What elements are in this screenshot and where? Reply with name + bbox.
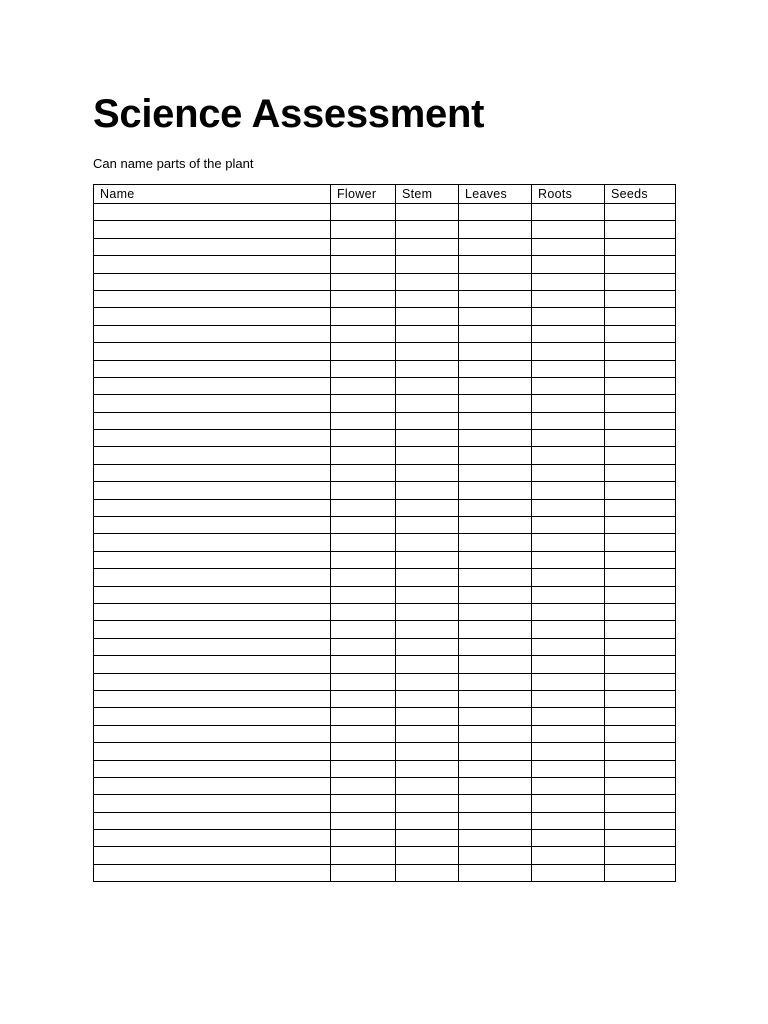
table-cell-stem[interactable] — [396, 221, 459, 238]
table-cell-stem[interactable] — [396, 256, 459, 273]
table-cell-roots[interactable] — [532, 430, 605, 447]
table-cell-flower[interactable] — [331, 551, 396, 568]
table-row — [94, 482, 676, 499]
table-cell-stem[interactable] — [396, 621, 459, 638]
table-cell-flower[interactable] — [331, 430, 396, 447]
table-row — [94, 430, 676, 447]
table-row — [94, 517, 676, 534]
table-cell-stem[interactable] — [396, 377, 459, 394]
table-cell-flower[interactable] — [331, 586, 396, 603]
table-cell-stem[interactable] — [396, 725, 459, 742]
table-cell-stem[interactable] — [396, 204, 459, 221]
table-cell-flower[interactable] — [331, 464, 396, 481]
table-cell-seeds[interactable] — [605, 638, 676, 655]
table-cell-stem[interactable] — [396, 864, 459, 881]
page-title: Science Assessment — [93, 92, 485, 136]
table-cell-leaves[interactable] — [459, 690, 532, 707]
table-cell-stem[interactable] — [396, 360, 459, 377]
table-cell-stem[interactable] — [396, 290, 459, 307]
table-cell-flower[interactable] — [331, 743, 396, 760]
table-cell-roots[interactable] — [532, 551, 605, 568]
column-header-seeds: Seeds — [605, 185, 676, 204]
table-row — [94, 534, 676, 551]
table-cell-flower[interactable] — [331, 325, 396, 342]
table-cell-leaves[interactable] — [459, 430, 532, 447]
table-cell-roots[interactable] — [532, 377, 605, 394]
table-row — [94, 603, 676, 620]
table-cell-name[interactable] — [94, 517, 331, 534]
table-row — [94, 360, 676, 377]
table-cell-roots[interactable] — [532, 308, 605, 325]
table-cell-stem[interactable] — [396, 430, 459, 447]
table-cell-stem[interactable] — [396, 534, 459, 551]
table-cell-seeds[interactable] — [605, 499, 676, 516]
table-cell-seeds[interactable] — [605, 273, 676, 290]
table-cell-name[interactable] — [94, 204, 331, 221]
table-cell-name[interactable] — [94, 830, 331, 847]
table-row — [94, 621, 676, 638]
assessment-table — [93, 184, 676, 882]
column-header-flower: Flower — [331, 185, 396, 204]
table-cell-seeds[interactable] — [605, 238, 676, 255]
table-cell-roots[interactable] — [532, 743, 605, 760]
table-cell-leaves[interactable] — [459, 638, 532, 655]
table-cell-stem[interactable] — [396, 325, 459, 342]
table-cell-leaves[interactable] — [459, 673, 532, 690]
table-cell-seeds[interactable] — [605, 673, 676, 690]
table-cell-flower[interactable] — [331, 412, 396, 429]
table-cell-flower[interactable] — [331, 708, 396, 725]
table-cell-roots[interactable] — [532, 360, 605, 377]
table-cell-roots[interactable] — [532, 621, 605, 638]
table-cell-leaves[interactable] — [459, 621, 532, 638]
table-cell-flower[interactable] — [331, 308, 396, 325]
table-cell-flower[interactable] — [331, 830, 396, 847]
table-cell-name[interactable] — [94, 482, 331, 499]
table-cell-stem[interactable] — [396, 343, 459, 360]
table-cell-flower[interactable] — [331, 864, 396, 881]
table-cell-stem[interactable] — [396, 847, 459, 864]
table-cell-seeds[interactable] — [605, 586, 676, 603]
table-cell-leaves[interactable] — [459, 656, 532, 673]
table-cell-leaves[interactable] — [459, 795, 532, 812]
table-cell-leaves[interactable] — [459, 725, 532, 742]
table-cell-roots[interactable] — [532, 204, 605, 221]
table-cell-roots[interactable] — [532, 795, 605, 812]
table-cell-flower[interactable] — [331, 221, 396, 238]
table-row — [94, 725, 676, 742]
table-cell-stem[interactable] — [396, 308, 459, 325]
table-row — [94, 290, 676, 307]
table-cell-seeds[interactable] — [605, 395, 676, 412]
table-cell-leaves[interactable] — [459, 708, 532, 725]
table-cell-leaves[interactable] — [459, 343, 532, 360]
table-cell-seeds[interactable] — [605, 621, 676, 638]
table-cell-name[interactable] — [94, 325, 331, 342]
table-cell-roots[interactable] — [532, 221, 605, 238]
table-cell-flower[interactable] — [331, 238, 396, 255]
table-cell-roots[interactable] — [532, 325, 605, 342]
table-row — [94, 708, 676, 725]
table-cell-seeds[interactable] — [605, 690, 676, 707]
table-cell-stem[interactable] — [396, 517, 459, 534]
table-cell-seeds[interactable] — [605, 603, 676, 620]
table-row — [94, 673, 676, 690]
table-cell-name[interactable] — [94, 360, 331, 377]
table-row — [94, 325, 676, 342]
table-row — [94, 847, 676, 864]
table-cell-flower[interactable] — [331, 812, 396, 829]
column-header-roots: Roots — [532, 185, 605, 204]
table-cell-seeds[interactable] — [605, 725, 676, 742]
table-row — [94, 830, 676, 847]
table-cell-name[interactable] — [94, 812, 331, 829]
table-cell-roots[interactable] — [532, 534, 605, 551]
table-cell-leaves[interactable] — [459, 482, 532, 499]
table-row — [94, 256, 676, 273]
table-cell-name[interactable] — [94, 760, 331, 777]
table-cell-leaves[interactable] — [459, 290, 532, 307]
table-row — [94, 760, 676, 777]
table-cell-roots[interactable] — [532, 447, 605, 464]
table-cell-stem[interactable] — [396, 760, 459, 777]
table-cell-flower[interactable] — [331, 343, 396, 360]
table-cell-stem[interactable] — [396, 447, 459, 464]
table-cell-flower[interactable] — [331, 290, 396, 307]
table-cell-leaves[interactable] — [459, 777, 532, 794]
table-cell-leaves[interactable] — [459, 864, 532, 881]
table-row — [94, 273, 676, 290]
table-cell-name[interactable] — [94, 621, 331, 638]
table-cell-stem[interactable] — [396, 273, 459, 290]
table-cell-seeds[interactable] — [605, 447, 676, 464]
table-cell-leaves[interactable] — [459, 569, 532, 586]
page-subtitle: Can name parts of the plant — [93, 156, 254, 171]
table-cell-flower[interactable] — [331, 603, 396, 620]
table-cell-leaves[interactable] — [459, 760, 532, 777]
table-cell-flower[interactable] — [331, 690, 396, 707]
table-row — [94, 238, 676, 255]
table-row — [94, 551, 676, 568]
table-cell-flower[interactable] — [331, 656, 396, 673]
table-row — [94, 795, 676, 812]
table-cell-stem[interactable] — [396, 569, 459, 586]
table-cell-roots[interactable] — [532, 290, 605, 307]
table-cell-name[interactable] — [94, 290, 331, 307]
table-row — [94, 499, 676, 516]
table-cell-flower[interactable] — [331, 204, 396, 221]
table-cell-roots[interactable] — [532, 343, 605, 360]
table-cell-flower[interactable] — [331, 777, 396, 794]
column-header-name: Name — [94, 185, 331, 204]
table-cell-seeds[interactable] — [605, 864, 676, 881]
table-cell-roots[interactable] — [532, 273, 605, 290]
table-cell-stem[interactable] — [396, 551, 459, 568]
table-cell-stem[interactable] — [396, 708, 459, 725]
table-cell-name[interactable] — [94, 221, 331, 238]
table-cell-name[interactable] — [94, 603, 331, 620]
table-cell-flower[interactable] — [331, 360, 396, 377]
table-cell-seeds[interactable] — [605, 343, 676, 360]
table-cell-roots[interactable] — [532, 708, 605, 725]
table-cell-flower[interactable] — [331, 638, 396, 655]
table-cell-roots[interactable] — [532, 412, 605, 429]
table-cell-leaves[interactable] — [459, 812, 532, 829]
table-cell-roots[interactable] — [532, 830, 605, 847]
table-row — [94, 569, 676, 586]
table-cell-name[interactable] — [94, 864, 331, 881]
table-cell-seeds[interactable] — [605, 795, 676, 812]
table-cell-name[interactable] — [94, 412, 331, 429]
table-cell-roots[interactable] — [532, 603, 605, 620]
table-cell-seeds[interactable] — [605, 412, 676, 429]
table-row — [94, 743, 676, 760]
table-cell-stem[interactable] — [396, 812, 459, 829]
table-cell-flower[interactable] — [331, 482, 396, 499]
table-cell-flower[interactable] — [331, 621, 396, 638]
table-cell-stem[interactable] — [396, 499, 459, 516]
table-cell-name[interactable] — [94, 795, 331, 812]
table-row — [94, 343, 676, 360]
table-cell-leaves[interactable] — [459, 603, 532, 620]
table-cell-seeds[interactable] — [605, 256, 676, 273]
table-cell-leaves[interactable] — [459, 586, 532, 603]
table-cell-stem[interactable] — [396, 690, 459, 707]
table-cell-leaves[interactable] — [459, 308, 532, 325]
table-cell-leaves[interactable] — [459, 204, 532, 221]
table-cell-name[interactable] — [94, 708, 331, 725]
table-cell-roots[interactable] — [532, 586, 605, 603]
table-cell-leaves[interactable] — [459, 830, 532, 847]
table-row — [94, 864, 676, 881]
table-row — [94, 690, 676, 707]
table-row — [94, 777, 676, 794]
table-cell-roots[interactable] — [532, 638, 605, 655]
table-cell-stem[interactable] — [396, 464, 459, 481]
table-cell-seeds[interactable] — [605, 325, 676, 342]
table-cell-leaves[interactable] — [459, 534, 532, 551]
table-cell-name[interactable] — [94, 464, 331, 481]
table-cell-stem[interactable] — [396, 638, 459, 655]
column-header-leaves: Leaves — [459, 185, 532, 204]
table-cell-roots[interactable] — [532, 760, 605, 777]
table-cell-leaves[interactable] — [459, 238, 532, 255]
table-row — [94, 377, 676, 394]
table-cell-seeds[interactable] — [605, 812, 676, 829]
table-row — [94, 412, 676, 429]
table-cell-flower[interactable] — [331, 377, 396, 394]
table-row — [94, 656, 676, 673]
table-cell-stem[interactable] — [396, 412, 459, 429]
table-cell-leaves[interactable] — [459, 256, 532, 273]
table-cell-name[interactable] — [94, 551, 331, 568]
table-cell-seeds[interactable] — [605, 377, 676, 394]
table-cell-seeds[interactable] — [605, 708, 676, 725]
table-row — [94, 395, 676, 412]
table-cell-stem[interactable] — [396, 603, 459, 620]
table-cell-roots[interactable] — [532, 569, 605, 586]
table-cell-roots[interactable] — [532, 847, 605, 864]
table-cell-flower[interactable] — [331, 273, 396, 290]
table-cell-leaves[interactable] — [459, 447, 532, 464]
table-header-row — [94, 185, 676, 204]
table-cell-roots[interactable] — [532, 812, 605, 829]
table-cell-seeds[interactable] — [605, 517, 676, 534]
table-cell-name[interactable] — [94, 534, 331, 551]
table-cell-seeds[interactable] — [605, 534, 676, 551]
table-cell-roots[interactable] — [532, 656, 605, 673]
table-cell-seeds[interactable] — [605, 221, 676, 238]
table-row — [94, 586, 676, 603]
table-cell-flower[interactable] — [331, 499, 396, 516]
table-cell-flower[interactable] — [331, 847, 396, 864]
table-row — [94, 308, 676, 325]
table-cell-name[interactable] — [94, 238, 331, 255]
table-cell-leaves[interactable] — [459, 360, 532, 377]
table-row — [94, 464, 676, 481]
table-cell-stem[interactable] — [396, 656, 459, 673]
table-cell-seeds[interactable] — [605, 360, 676, 377]
table-cell-seeds[interactable] — [605, 464, 676, 481]
table-cell-name[interactable] — [94, 343, 331, 360]
table-cell-flower[interactable] — [331, 447, 396, 464]
table-cell-stem[interactable] — [396, 673, 459, 690]
table-row — [94, 812, 676, 829]
table-cell-roots[interactable] — [532, 673, 605, 690]
table-cell-name[interactable] — [94, 656, 331, 673]
table-row — [94, 221, 676, 238]
table-cell-seeds[interactable] — [605, 847, 676, 864]
table-cell-name[interactable] — [94, 273, 331, 290]
table-cell-seeds[interactable] — [605, 430, 676, 447]
table-cell-roots[interactable] — [532, 482, 605, 499]
table-cell-name[interactable] — [94, 673, 331, 690]
table-cell-flower[interactable] — [331, 760, 396, 777]
table-cell-roots[interactable] — [532, 690, 605, 707]
table-cell-stem[interactable] — [396, 830, 459, 847]
table-cell-name[interactable] — [94, 638, 331, 655]
table-cell-flower[interactable] — [331, 673, 396, 690]
table-cell-stem[interactable] — [396, 482, 459, 499]
table-cell-name[interactable] — [94, 777, 331, 794]
table-cell-leaves[interactable] — [459, 517, 532, 534]
table-cell-name[interactable] — [94, 308, 331, 325]
table-cell-flower[interactable] — [331, 395, 396, 412]
table-cell-leaves[interactable] — [459, 395, 532, 412]
table-cell-name[interactable] — [94, 447, 331, 464]
table-cell-name[interactable] — [94, 569, 331, 586]
table-cell-leaves[interactable] — [459, 412, 532, 429]
table-row — [94, 638, 676, 655]
table-cell-leaves[interactable] — [459, 743, 532, 760]
table-body — [94, 204, 676, 882]
table-cell-roots[interactable] — [532, 238, 605, 255]
table-cell-seeds[interactable] — [605, 204, 676, 221]
table-cell-roots[interactable] — [532, 517, 605, 534]
table-cell-roots[interactable] — [532, 777, 605, 794]
table-cell-leaves[interactable] — [459, 377, 532, 394]
table-cell-flower[interactable] — [331, 795, 396, 812]
table-cell-leaves[interactable] — [459, 499, 532, 516]
table-cell-seeds[interactable] — [605, 656, 676, 673]
table-cell-leaves[interactable] — [459, 325, 532, 342]
table-cell-seeds[interactable] — [605, 743, 676, 760]
table-cell-name[interactable] — [94, 847, 331, 864]
table-cell-roots[interactable] — [532, 725, 605, 742]
table-cell-roots[interactable] — [532, 499, 605, 516]
table-row — [94, 204, 676, 221]
table-cell-leaves[interactable] — [459, 847, 532, 864]
table-cell-name[interactable] — [94, 586, 331, 603]
table-cell-leaves[interactable] — [459, 221, 532, 238]
table-cell-stem[interactable] — [396, 395, 459, 412]
table-cell-name[interactable] — [94, 725, 331, 742]
table-cell-flower[interactable] — [331, 256, 396, 273]
table-cell-seeds[interactable] — [605, 482, 676, 499]
table-cell-leaves[interactable] — [459, 273, 532, 290]
table-cell-flower[interactable] — [331, 517, 396, 534]
table-cell-name[interactable] — [94, 499, 331, 516]
table-row — [94, 447, 676, 464]
table-cell-name[interactable] — [94, 690, 331, 707]
table-cell-seeds[interactable] — [605, 760, 676, 777]
table-cell-seeds[interactable] — [605, 308, 676, 325]
table-cell-roots[interactable] — [532, 395, 605, 412]
table-cell-name[interactable] — [94, 430, 331, 447]
table-cell-leaves[interactable] — [459, 551, 532, 568]
table-cell-flower[interactable] — [331, 534, 396, 551]
table-cell-roots[interactable] — [532, 464, 605, 481]
table-cell-roots[interactable] — [532, 256, 605, 273]
table-cell-seeds[interactable] — [605, 290, 676, 307]
table-cell-name[interactable] — [94, 377, 331, 394]
table-cell-seeds[interactable] — [605, 830, 676, 847]
table-cell-name[interactable] — [94, 743, 331, 760]
table-cell-stem[interactable] — [396, 795, 459, 812]
table-cell-name[interactable] — [94, 256, 331, 273]
table-cell-stem[interactable] — [396, 743, 459, 760]
table-cell-roots[interactable] — [532, 864, 605, 881]
table-cell-stem[interactable] — [396, 777, 459, 794]
table-cell-seeds[interactable] — [605, 777, 676, 794]
table-cell-name[interactable] — [94, 395, 331, 412]
table-cell-seeds[interactable] — [605, 551, 676, 568]
table-cell-flower[interactable] — [331, 569, 396, 586]
table-cell-stem[interactable] — [396, 238, 459, 255]
column-header-stem: Stem — [396, 185, 459, 204]
table-cell-stem[interactable] — [396, 586, 459, 603]
table-cell-flower[interactable] — [331, 725, 396, 742]
table-cell-leaves[interactable] — [459, 464, 532, 481]
table-cell-seeds[interactable] — [605, 569, 676, 586]
